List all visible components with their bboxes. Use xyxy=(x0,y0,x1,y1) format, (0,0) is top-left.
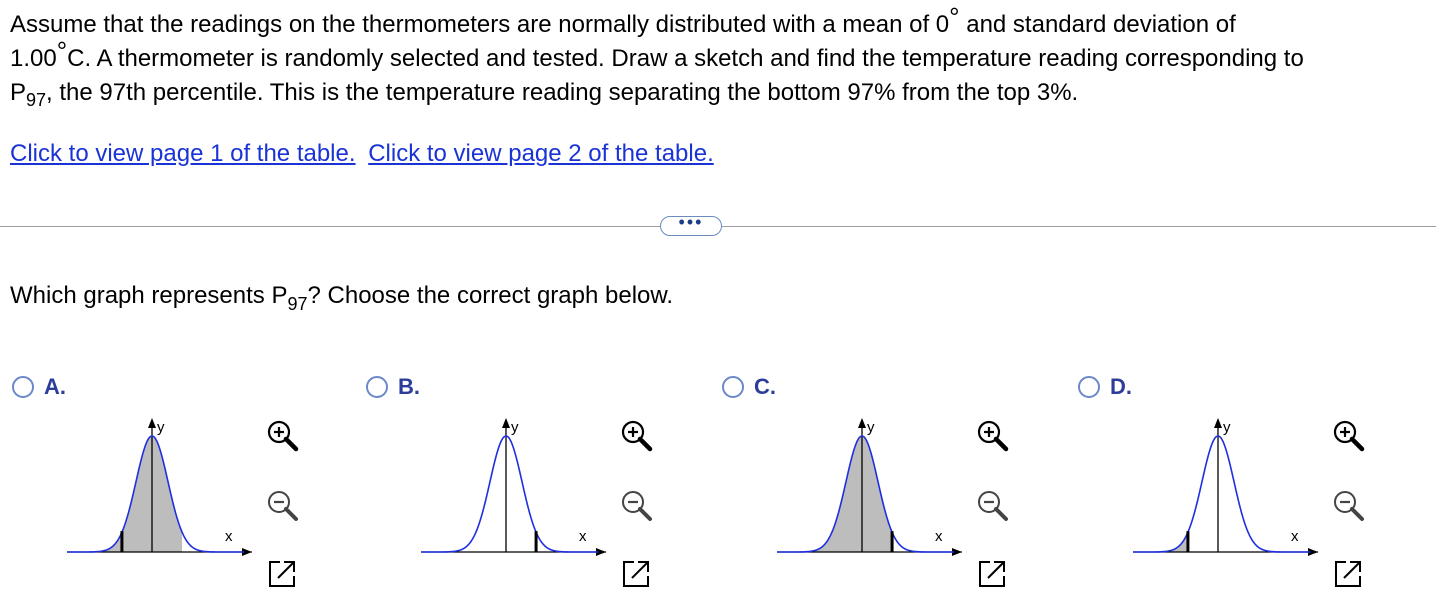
zoom-out-icon[interactable] xyxy=(974,488,1010,524)
problem-line-3: $P_{97}$, the 97th percentile. This is the temperature reading separating the bottom 97% from the top 3%. xyxy=(10,79,1079,110)
problem-text xyxy=(10,2,1430,110)
x-axis-label: x xyxy=(579,528,587,545)
expand-icon[interactable] xyxy=(264,556,300,592)
problem-line-2: 1.00°C. A thermometer is randomly selected and tested. Draw a sketch and find the temperature reading corresponding to xyxy=(10,36,1304,72)
x-axis-label: x xyxy=(935,528,943,545)
zoom-in-icon[interactable] xyxy=(1330,418,1366,454)
option-letter: D. xyxy=(1110,374,1132,399)
expand-icon[interactable] xyxy=(618,556,654,592)
y-axis-arrow xyxy=(148,418,156,428)
problem-line-1: Assume that the readings on the thermometers are normally distributed with a mean of 0° and standard deviation of xyxy=(10,2,1236,38)
table-page-1-link[interactable]: Click to view page 1 of the table. xyxy=(10,140,356,167)
y-axis-label: y xyxy=(1223,419,1231,436)
normal-curve-graph xyxy=(416,414,616,564)
normal-curve xyxy=(1133,436,1310,552)
shaded-region xyxy=(1133,533,1188,552)
y-axis-label: y xyxy=(157,419,165,436)
y-axis-label: y xyxy=(867,419,875,436)
option-letter: C. xyxy=(754,374,776,399)
radio-button[interactable] xyxy=(722,376,744,398)
expand-icon[interactable] xyxy=(974,556,1010,592)
shaded-region xyxy=(777,436,892,552)
radio-button[interactable] xyxy=(1078,376,1100,398)
zoom-in-icon[interactable] xyxy=(618,418,654,454)
radio-button[interactable] xyxy=(12,376,34,398)
question-text: Which graph represents $P_{97}$? Choose the correct graph below. xyxy=(10,282,674,314)
option-letter: B. xyxy=(398,374,420,399)
y-axis-arrow xyxy=(502,418,510,428)
normal-curve-graph xyxy=(1128,414,1328,564)
table-page-2-link[interactable]: Click to view page 2 of the table. xyxy=(368,140,714,167)
answer-option-a[interactable] xyxy=(12,370,372,610)
answer-option-b[interactable] xyxy=(366,370,726,610)
y-axis-arrow xyxy=(858,418,866,428)
normal-curve-graph xyxy=(772,414,972,564)
zoom-in-icon[interactable] xyxy=(974,418,1010,454)
answer-option-d[interactable] xyxy=(1078,370,1436,610)
option-letter: A. xyxy=(44,374,66,399)
zoom-out-icon[interactable] xyxy=(1330,488,1366,524)
table-links xyxy=(10,140,720,168)
shaded-region xyxy=(67,436,182,552)
x-axis-label: x xyxy=(225,528,233,545)
y-axis-arrow xyxy=(1214,418,1222,428)
expand-ellipsis-button[interactable]: ••• xyxy=(660,216,722,236)
radio-button[interactable] xyxy=(366,376,388,398)
zoom-out-icon[interactable] xyxy=(264,488,300,524)
answer-option-c[interactable] xyxy=(722,370,1082,610)
zoom-in-icon[interactable] xyxy=(264,418,300,454)
normal-curve xyxy=(421,436,598,552)
y-axis-label: y xyxy=(511,419,519,436)
normal-curve-graph xyxy=(62,414,262,564)
x-axis-label: x xyxy=(1291,528,1299,545)
zoom-out-icon[interactable] xyxy=(618,488,654,524)
expand-icon[interactable] xyxy=(1330,556,1366,592)
